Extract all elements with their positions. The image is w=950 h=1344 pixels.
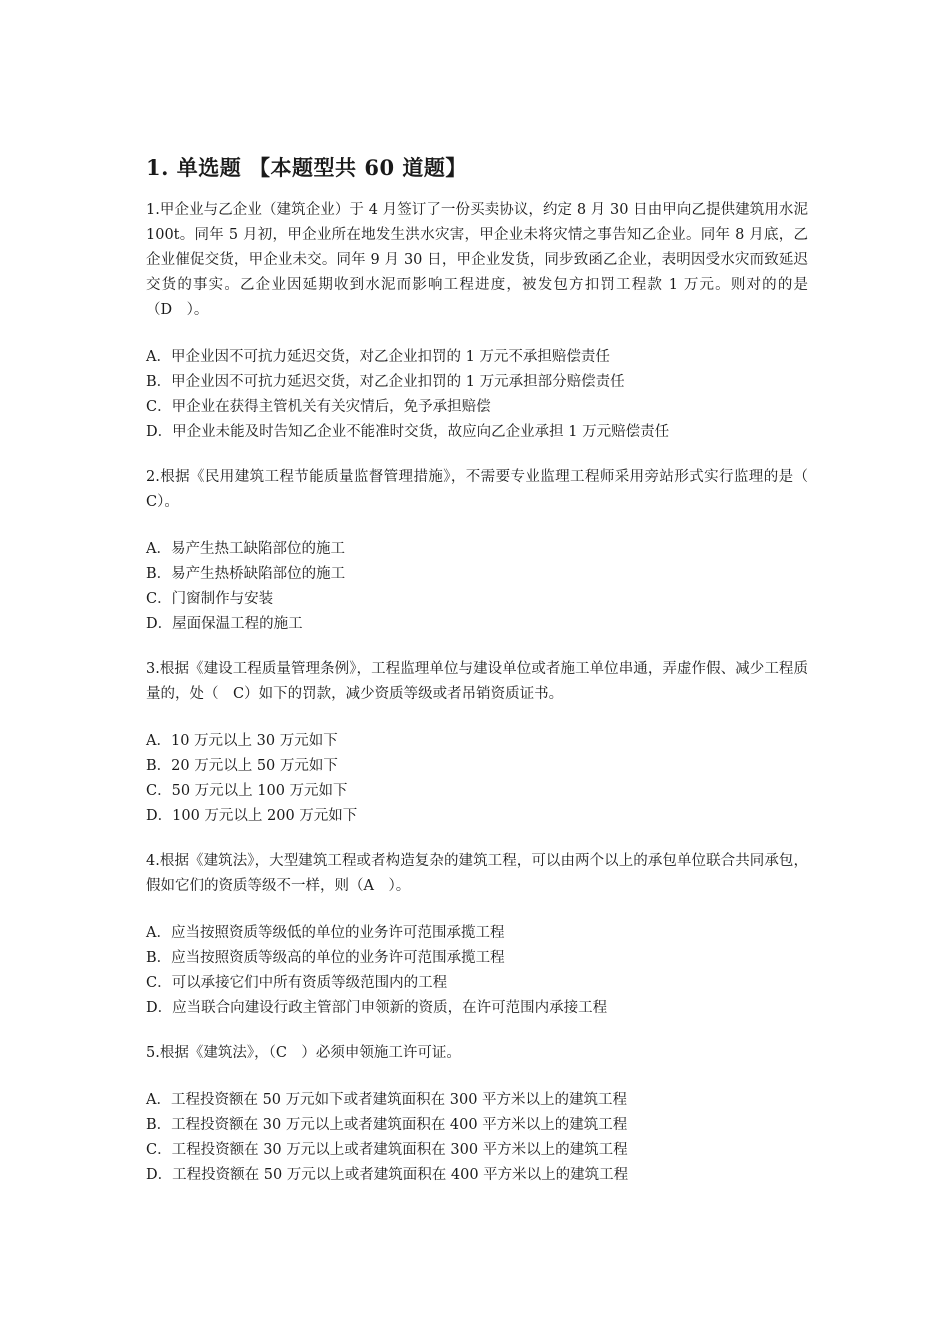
option-c: C．甲企业在获得主管机关有关灾情后，免予承担赔偿 (146, 399, 491, 415)
option-d: D．屋面保温工程的施工 (146, 616, 303, 632)
question-5 (146, 1041, 808, 1188)
option-b: B．20 万元以上 50 万元如下 (146, 758, 338, 774)
question-stem: 1.甲企业与乙企业（建筑企业）于 4 月签订了一份买卖协议，约定 8 月 30 日由甲向乙提供建筑用水泥 100t。同年 5 月初，甲企业所在地发生洪水灾害，甲企业未将灾情之事告知乙企业。同年 8 月底，乙企业催促交货，甲企业未交。同年 9 月 30 日，甲企业发货，同步致函乙企业，表明因受水灾而致延迟交货的事实。乙企业因延期收到水泥而影响工程进度，被发包方扣罚工程款 1 万元。则对的的是（D ）。 (146, 202, 808, 318)
option-list (146, 345, 808, 445)
option-c: C．工程投资额在 30 万元以上或者建筑面积在 300 平方米以上的建筑工程 (146, 1142, 628, 1158)
question-stem: 4.根据《建筑法》，大型建筑工程或者构造复杂的建筑工程，可以由两个以上的承包单位联合共同承包，假如它们的资质等级不一样，则（A ）。 (146, 853, 808, 894)
option-list (146, 1088, 808, 1188)
option-b: B．易产生热桥缺陷部位的施工 (146, 566, 346, 582)
question-stem: 3.根据《建设工程质量管理条例》，工程监理单位与建设单位或者施工单位串通，弄虚作假、减少工程质量的，处（ C）如下的罚款，减少资质等级或者吊销资质证书。 (146, 661, 808, 702)
option-a: A．甲企业因不可抗力延迟交货，对乙企业扣罚的 1 万元不承担赔偿责任 (146, 349, 610, 365)
option-list (146, 729, 808, 829)
option-d: D．100 万元以上 200 万元如下 (146, 808, 358, 824)
question-3 (146, 657, 808, 829)
option-a: A．易产生热工缺陷部位的施工 (146, 541, 345, 557)
question-stem: 2.根据《民用建筑工程节能质量监督管理措施》，不需要专业监理工程师采用旁站形式实行监理的是（ C）。 (146, 469, 823, 510)
option-c: C．门窗制作与安装 (146, 591, 274, 607)
option-a: A．工程投资额在 50 万元如下或者建筑面积在 300 平方米以上的建筑工程 (146, 1092, 628, 1108)
option-b: B．工程投资额在 30 万元以上或者建筑面积在 400 平方米以上的建筑工程 (146, 1117, 628, 1133)
option-b: B．应当按照资质等级高的单位的业务许可范围承揽工程 (146, 950, 505, 966)
page-content (146, 150, 823, 1208)
section-title: 1. 单选题 【本题型共 60 道题】 (146, 155, 467, 180)
question-1 (146, 198, 808, 445)
option-a: A．10 万元以上 30 万元如下 (146, 733, 338, 749)
option-d: D．甲企业未能及时告知乙企业不能准时交货，故应向乙企业承担 1 万元赔偿责任 (146, 424, 670, 440)
option-d: D．工程投资额在 50 万元以上或者建筑面积在 400 平方米以上的建筑工程 (146, 1167, 629, 1183)
option-list (146, 537, 808, 637)
question-stem: 5.根据《建筑法》，（C ）必须申领施工许可证。 (146, 1045, 461, 1061)
option-a: A．应当按照资质等级低的单位的业务许可范围承揽工程 (146, 925, 505, 941)
option-d: D．应当联合向建设行政主管部门申领新的资质，在许可范围内承接工程 (146, 1000, 608, 1016)
option-b: B．甲企业因不可抗力延迟交货，对乙企业扣罚的 1 万元承担部分赔偿责任 (146, 374, 625, 390)
option-c: C．可以承接它们中所有资质等级范围内的工程 (146, 975, 448, 991)
question-2 (146, 465, 823, 637)
question-4 (146, 849, 808, 1021)
option-list (146, 921, 808, 1021)
option-c: C．50 万元以上 100 万元如下 (146, 783, 348, 799)
